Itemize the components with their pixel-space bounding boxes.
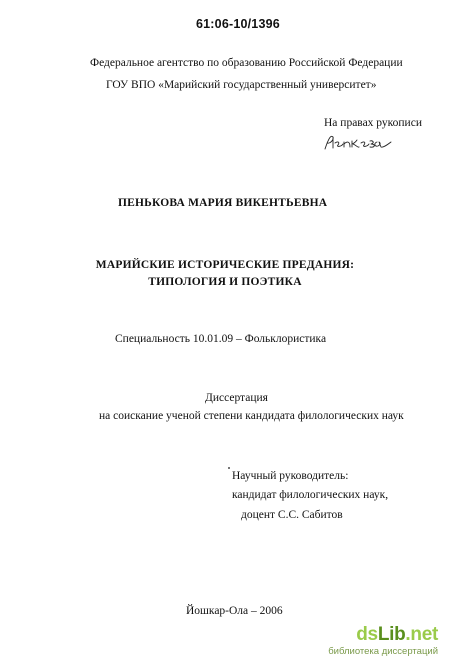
watermark-logo-net: .net <box>405 624 438 645</box>
author-name: ПЕНЬКОВА МАРИЯ ВИКЕНТЬЕВНА <box>118 197 328 209</box>
dissertation-purpose: на соискание ученой степени кандидата филологических наук <box>99 410 404 422</box>
watermark-logo[interactable] <box>356 624 438 646</box>
signature-graphic <box>321 131 393 153</box>
city-and-year: Йошкар-Ола – 2006 <box>186 605 283 617</box>
watermark-logo-ds: ds <box>356 624 378 645</box>
watermark-logo-lib: Lib <box>377 624 406 645</box>
watermark-subtitle: библиотека диссертаций <box>328 646 438 657</box>
dissertation-title-line-1: МАРИЙСКИЕ ИСТОРИЧЕСКИЕ ПРЕДАНИЯ: <box>95 259 355 271</box>
manuscript-rights-note: На правах рукописи <box>324 117 422 129</box>
supervisor-label: Научный руководитель: <box>232 470 349 482</box>
watermark[interactable] <box>326 624 444 660</box>
university-name: ГОУ ВПО «Марийский государственный университет» <box>106 79 377 91</box>
handwritten-signature <box>321 131 393 153</box>
document-number: 61:06-10/1396 <box>196 17 280 31</box>
dissertation-title-line-2: ТИПОЛОГИЯ И ПОЭТИКА <box>148 276 302 288</box>
supervisor-name: доцент С.С. Сабитов <box>241 509 343 521</box>
specialty-line: Специальность 10.01.09 – Фольклористика <box>115 333 327 345</box>
dissertation-label: Диссертация <box>205 392 268 404</box>
scan-speck <box>228 467 230 469</box>
agency-name: Федеральное агентство по образованию Российской Федерации <box>90 57 403 69</box>
supervisor-degree: кандидат филологических наук, <box>232 489 389 501</box>
